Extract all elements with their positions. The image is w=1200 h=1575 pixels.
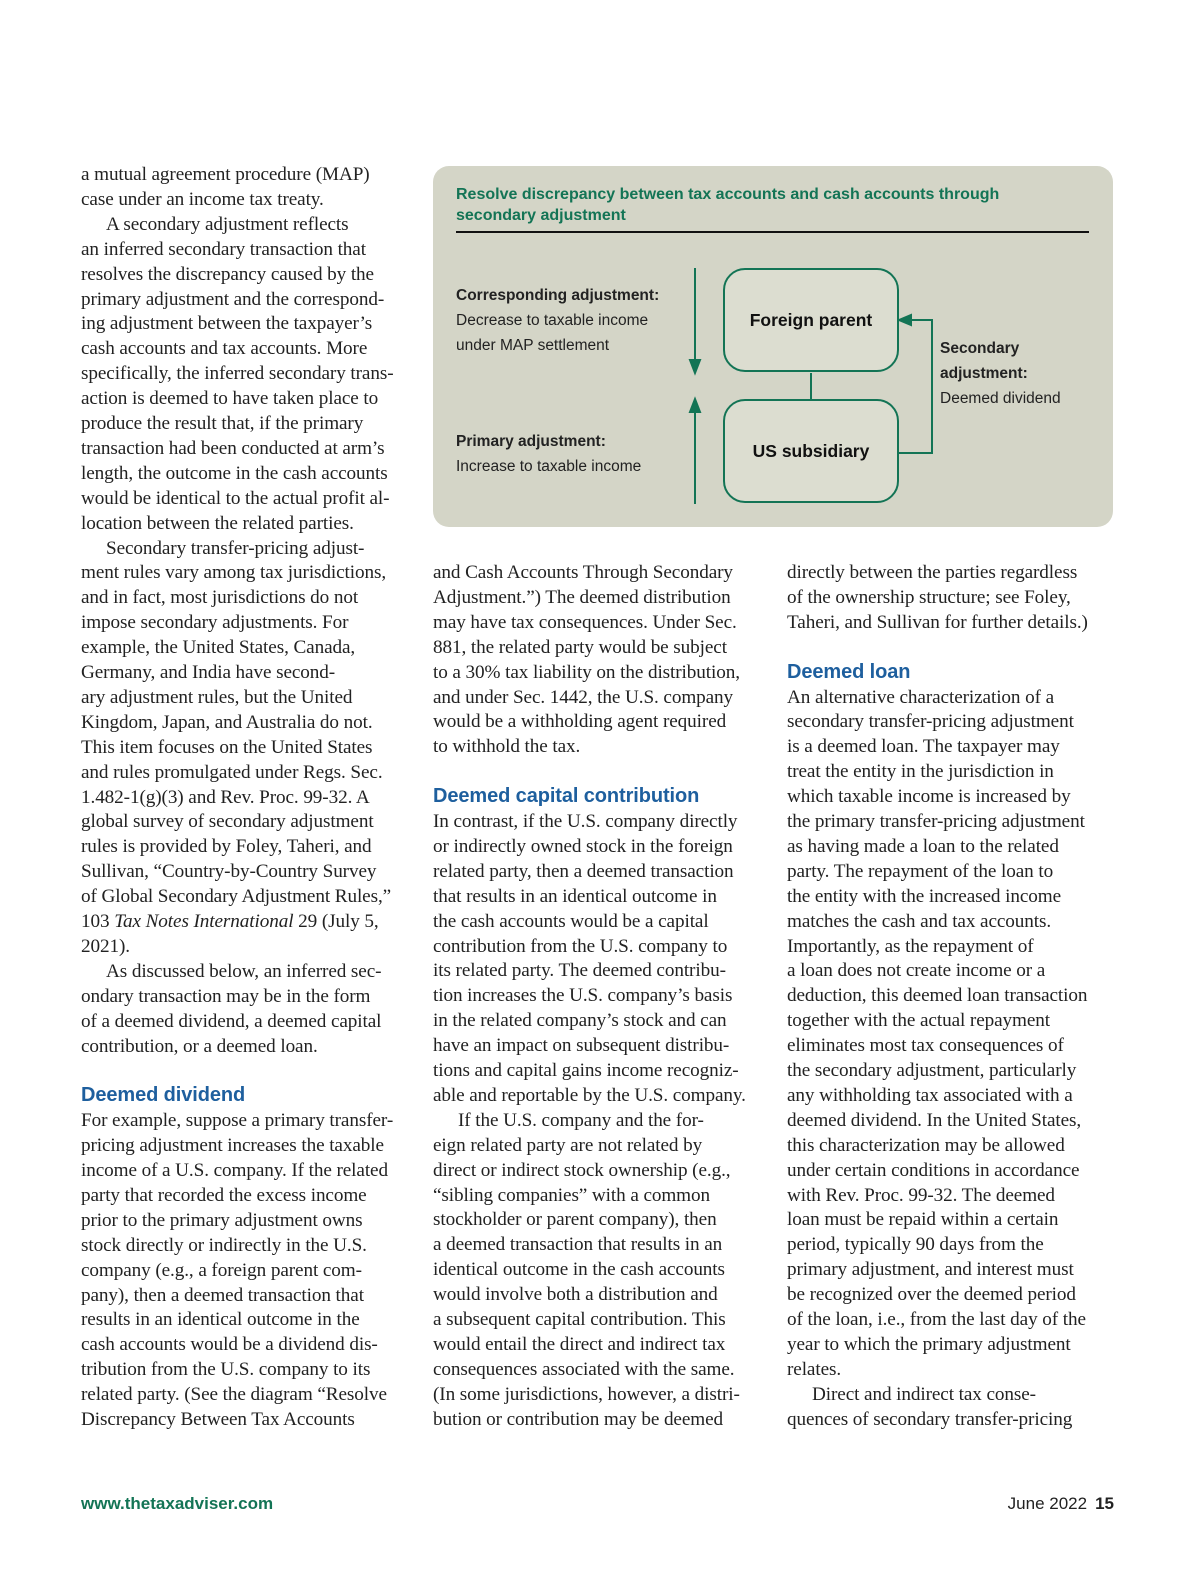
text-line: example, the United States, Canada, xyxy=(81,637,356,659)
footer-date-page xyxy=(1008,1494,1114,1514)
text-line: able and reportable by the U.S. company. xyxy=(433,1084,746,1106)
secondary-arrow-icon xyxy=(899,315,911,325)
text-line: A secondary adjustment reflects xyxy=(106,213,349,235)
section-heading: Deemed capital contribution xyxy=(433,785,700,808)
text-line: under certain conditions in accordance xyxy=(787,1159,1080,1181)
text-line: tion increases the U.S. company’s basis xyxy=(433,985,733,1007)
text-line: ary adjustment rules, but the United xyxy=(81,686,353,708)
primary-text: Increase to taxable income xyxy=(456,458,642,475)
text-line: its related party. The deemed contribu- xyxy=(433,960,726,982)
text-line: case under an income tax treaty. xyxy=(81,188,324,210)
issue-date: June 2022 xyxy=(1007,1494,1088,1513)
text-line: primary adjustment, and interest must xyxy=(787,1259,1074,1281)
text-line: of the loan, i.e., from the last day of the xyxy=(787,1309,1086,1330)
text-line: and in fact, most jurisdictions do not xyxy=(81,587,359,609)
text-line: ondary transaction may be in the form xyxy=(81,985,371,1007)
text-line: related party. (See the diagram “Resolve xyxy=(81,1384,387,1406)
text-line: any withholding tax associated with a xyxy=(787,1084,1073,1106)
text-line: of the ownership structure; see Foley, xyxy=(787,586,1071,608)
text-line: Importantly, as the repayment of xyxy=(787,935,1034,957)
text-line: action is deemed to have taken place to xyxy=(81,388,379,410)
text-line: 1.482-1(g)(3) and Rev. Proc. 99-32. A xyxy=(81,786,370,808)
text-line: year to which the primary adjustment xyxy=(787,1333,1071,1355)
text-line: loan must be repaid within a certain xyxy=(787,1209,1059,1231)
down-arrow-icon xyxy=(690,360,700,373)
text-line: have an impact on subsequent distribu- xyxy=(433,1035,730,1057)
text-line: a mutual agreement procedure (MAP) xyxy=(81,164,370,185)
text-line: impose secondary adjustments. For xyxy=(81,612,349,634)
text-line: a deemed transaction that results in an xyxy=(433,1234,723,1256)
text-line: As discussed below, an inferred sec- xyxy=(106,960,382,982)
text-line: is a deemed loan. The taxpayer may xyxy=(787,736,1060,758)
text-line: a loan does not create income or a xyxy=(787,960,1046,982)
text-line: period, typically 90 days from the xyxy=(787,1234,1044,1256)
text-line: primary adjustment and the correspond- xyxy=(81,288,385,310)
text-line: with Rev. Proc. 99-32. The deemed xyxy=(787,1184,1055,1206)
text-line: If the U.S. company and the for- xyxy=(458,1109,704,1131)
text-line: Direct and indirect tax conse- xyxy=(812,1383,1036,1405)
text-line: of a deemed dividend, a deemed capital xyxy=(81,1010,382,1032)
text-line: and rules promulgated under Regs. Sec. xyxy=(81,761,383,783)
section-heading: Deemed dividend xyxy=(81,1084,246,1107)
text-line: of Global Secondary Adjustment Rules,” xyxy=(81,886,392,908)
text-line: An alternative characterization of a xyxy=(787,686,1055,708)
text-line: Adjustment.”) The deemed distribution xyxy=(433,586,731,608)
text-line: contribution from the U.S. company to xyxy=(433,935,728,957)
text-line: secondary transfer-pricing adjustment xyxy=(787,711,1074,733)
text-line: to a 30% tax liability on the distribution, xyxy=(433,661,740,683)
text-line: the secondary adjustment, particularly xyxy=(787,1060,1077,1081)
text-line: 881, the related party would be subject xyxy=(433,636,727,658)
text-line: together with the actual repayment xyxy=(787,1010,1050,1032)
text-line: location between the related parties. xyxy=(81,512,354,534)
text-line: cash accounts would be a dividend dis- xyxy=(81,1334,378,1356)
text-line: relates. xyxy=(787,1358,842,1380)
text-line: the entity with the increased income xyxy=(787,885,1061,907)
text-line: bution or contribution may be deemed xyxy=(433,1408,724,1430)
foreign-parent-box xyxy=(723,268,899,372)
text-line: pricing adjustment increases the taxable xyxy=(81,1135,384,1157)
text-line: (In some jurisdictions, however, a distri- xyxy=(433,1383,740,1405)
secondary-heading: adjustment: xyxy=(940,365,1028,382)
text-line: would be a withholding agent required xyxy=(433,711,727,733)
text-line: in the related company’s stock and can xyxy=(433,1010,727,1032)
footer-url[interactable]: www.thetaxadviser.com xyxy=(81,1494,274,1513)
text-line: an inferred secondary transaction that xyxy=(81,238,366,260)
text-line: that results in an identical outcome in xyxy=(433,885,717,907)
text-line: and under Sec. 1442, the U.S. company xyxy=(433,686,734,708)
up-arrow-icon xyxy=(690,399,700,412)
text-line: the cash accounts would be a capital xyxy=(433,910,709,932)
text-line: be recognized over the deemed period xyxy=(787,1284,1076,1306)
text-line: directly between the parties regardless xyxy=(787,562,1078,583)
text-line: quences of secondary transfer-pricing xyxy=(787,1408,1073,1430)
text-line: stockholder or parent company), then xyxy=(433,1209,717,1231)
section-heading: Deemed loan xyxy=(787,660,911,683)
text-line: deduction, this deemed loan transaction xyxy=(787,985,1088,1007)
text-line: this characterization may be allowed xyxy=(787,1134,1065,1156)
corresponding-heading: Corresponding adjustment: xyxy=(456,287,660,304)
text-line: “sibling companies” with a common xyxy=(433,1184,710,1206)
text-segment: 103 xyxy=(81,911,115,932)
text-line: Kingdom, Japan, and Australia do not. xyxy=(81,711,373,733)
text-line: pany), then a deemed transaction that xyxy=(81,1284,364,1306)
figure-title: Resolve discrepancy between tax accounts and cash accounts through secondary adjustment xyxy=(456,186,1000,224)
text-line: ment rules vary among tax jurisdictions, xyxy=(81,562,387,584)
text-line: stock directly or indirectly in the U.S. xyxy=(81,1234,367,1256)
secondary-text: Deemed dividend xyxy=(940,390,1061,407)
text-line xyxy=(81,909,379,934)
text-line: resolves the discrepancy caused by the xyxy=(81,263,374,285)
text-line: length, the outcome in the cash accounts xyxy=(81,462,388,484)
text-line: eliminates most tax consequences of xyxy=(787,1035,1064,1057)
text-line: results in an identical outcome in the xyxy=(81,1309,360,1331)
text-line: tions and capital gains income recogniz- xyxy=(433,1060,739,1081)
text-line: Germany, and India have second- xyxy=(81,662,336,683)
text-line: This item focuses on the United States xyxy=(81,736,373,758)
text-line: prior to the primary adjustment owns xyxy=(81,1209,363,1231)
text-line: eign related party are not related by xyxy=(433,1134,703,1156)
text-line: direct or indirect stock ownership (e.g., xyxy=(433,1159,731,1181)
text-line: specifically, the inferred secondary trans- xyxy=(81,363,394,385)
text-line: transaction had been conducted at arm’s xyxy=(81,437,385,459)
secondary-adjustment-label xyxy=(940,336,1061,411)
text-line: income of a U.S. company. If the related xyxy=(81,1160,388,1181)
text-line: cash accounts and tax accounts. More xyxy=(81,338,368,360)
italic-title: Tax Notes International xyxy=(114,911,294,932)
us-subsidiary-box xyxy=(723,399,899,503)
text-line: ing adjustment between the taxpayer’s xyxy=(81,313,373,335)
secondary-arrow-line xyxy=(897,320,932,453)
text-line: or indirectly owned stock in the foreign xyxy=(433,835,733,857)
us-subsidiary-label: US subsidiary xyxy=(752,440,870,461)
text-line: may have tax consequences. Under Sec. xyxy=(433,611,737,633)
text-line: treat the entity in the jurisdiction in xyxy=(787,761,1054,783)
text-line: Sullivan, “Country-by-Country Survey xyxy=(81,861,377,883)
text-segment: 29 (July 5, xyxy=(293,911,379,932)
foreign-parent-label: Foreign parent xyxy=(749,309,873,330)
text-line: In contrast, if the U.S. company directly xyxy=(433,811,738,832)
corresponding-line: Decrease to taxable income xyxy=(456,312,649,329)
text-line: Taheri, and Sullivan for further details.) xyxy=(787,611,1088,633)
text-line: would be identical to the actual profit al- xyxy=(81,487,390,509)
text-line: consequences associated with the same. xyxy=(433,1358,735,1380)
primary-heading: Primary adjustment: xyxy=(456,433,606,450)
text-line: to withhold the tax. xyxy=(433,736,581,758)
text-line: party that recorded the excess income xyxy=(81,1184,367,1206)
text-line: tribution from the U.S. company to its xyxy=(81,1359,371,1381)
page-number: 15 xyxy=(1095,1494,1114,1513)
text-line: matches the cash and tax accounts. xyxy=(787,910,1052,932)
text-line: identical outcome in the cash accounts xyxy=(433,1259,725,1281)
text-line: and Cash Accounts Through Secondary xyxy=(433,562,733,583)
text-line: rules is provided by Foley, Taheri, and xyxy=(81,836,372,858)
text-line: the primary transfer-pricing adjustment xyxy=(787,811,1085,832)
text-line: would entail the direct and indirect tax xyxy=(433,1333,726,1355)
text-line: as having made a loan to the related xyxy=(787,835,1059,857)
text-line: related party, then a deemed transaction xyxy=(433,860,734,882)
text-line: which taxable income is increased by xyxy=(787,786,1071,808)
text-line: would involve both a distribution and xyxy=(433,1284,718,1306)
text-line: party. The repayment of the loan to xyxy=(787,860,1054,882)
text-line: company (e.g., a foreign parent com- xyxy=(81,1259,362,1281)
text-line: 2021). xyxy=(81,935,130,957)
text-line: produce the result that, if the primary xyxy=(81,413,364,434)
text-line: Secondary transfer-pricing adjust- xyxy=(106,537,365,559)
text-line: contribution, or a deemed loan. xyxy=(81,1035,318,1057)
text-line: Discrepancy Between Tax Accounts xyxy=(81,1409,355,1430)
text-line: a subsequent capital contribution. This xyxy=(433,1309,726,1330)
diagram-figure xyxy=(433,166,1113,527)
text-line: global survey of secondary adjustment xyxy=(81,811,374,833)
secondary-heading: Secondary xyxy=(940,340,1020,357)
text-line: For example, suppose a primary transfer- xyxy=(81,1110,394,1132)
corresponding-line: under MAP settlement xyxy=(456,337,610,354)
text-line: deemed dividend. In the United States, xyxy=(787,1109,1082,1131)
